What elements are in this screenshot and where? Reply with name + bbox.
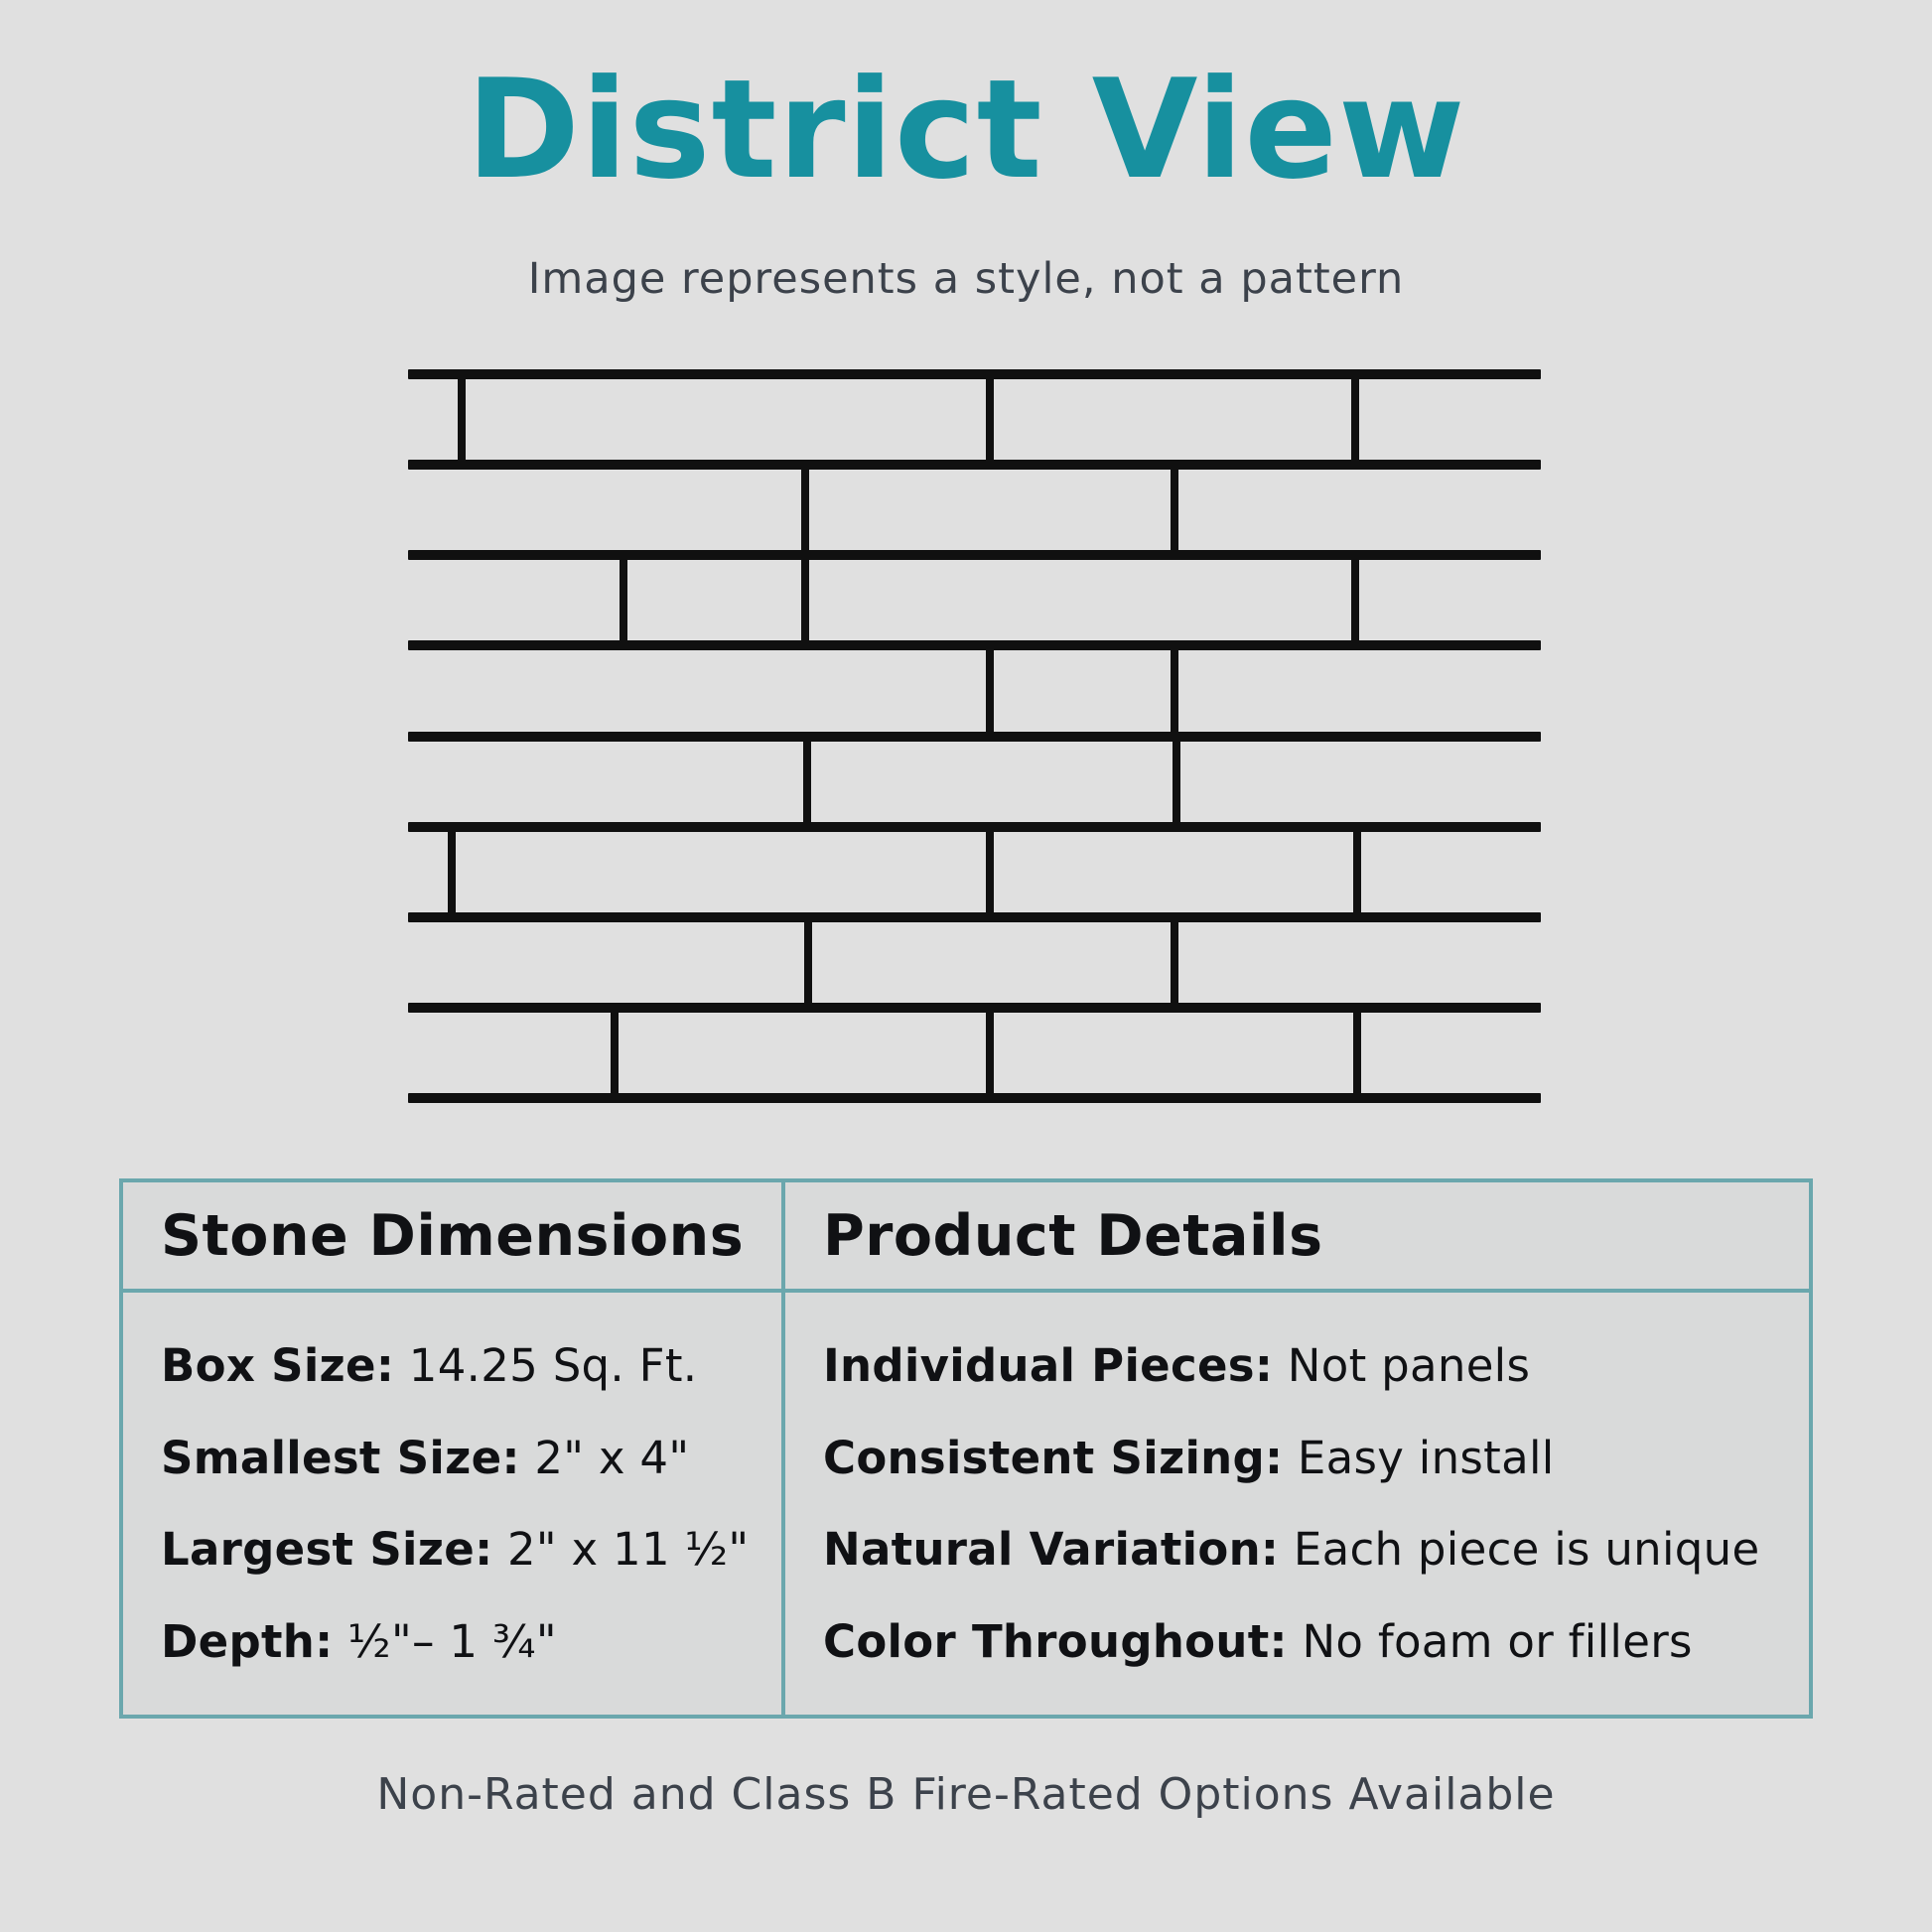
brick-joint-divider (1171, 465, 1178, 555)
brick-joint-divider (986, 374, 994, 465)
page-title: District View (466, 50, 1466, 209)
brick-horizontal-line (408, 369, 1541, 379)
spec-row (823, 1432, 1799, 1484)
brick-joint-divider (1171, 917, 1178, 1008)
brick-joint-divider (1351, 555, 1359, 645)
brick-joint-divider (801, 465, 809, 555)
brick-pattern-diagram (408, 374, 1541, 1098)
brick-joint-divider (986, 1008, 994, 1098)
spec-label: Individual Pieces: (823, 1339, 1274, 1393)
footer-note: Non-Rated and Class B Fire-Rated Options Available (376, 1769, 1556, 1820)
spec-label: Natural Variation: (823, 1523, 1280, 1577)
spec-row (823, 1615, 1799, 1668)
spec-value: 2" x 4" (534, 1431, 690, 1484)
spec-value: Each piece is unique (1293, 1523, 1760, 1577)
spec-value: ½"– 1 ¾" (347, 1614, 557, 1668)
spec-label: Color Throughout: (823, 1614, 1288, 1668)
brick-horizontal-line (408, 732, 1541, 742)
spec-label: Smallest Size: (161, 1431, 520, 1484)
spec-row (161, 1339, 771, 1392)
brick-joint-divider (448, 827, 456, 917)
brick-horizontal-line (408, 460, 1541, 470)
spec-value: 14.25 Sq. Ft. (408, 1339, 698, 1393)
brick-joint-divider (1353, 827, 1361, 917)
spec-value: 2" x 11 ½" (506, 1523, 750, 1577)
product-details-body (785, 1293, 1809, 1715)
spec-label: Largest Size: (161, 1523, 493, 1577)
brick-horizontal-line (408, 912, 1541, 922)
spec-value: Not panels (1287, 1339, 1531, 1393)
brick-horizontal-line (408, 1003, 1541, 1013)
spec-table (119, 1178, 1813, 1719)
page-subtitle: Image represents a style, not a pattern (527, 254, 1405, 304)
brick-joint-divider (804, 917, 812, 1008)
spec-row (823, 1339, 1799, 1392)
spec-value: No foam or fillers (1302, 1614, 1693, 1668)
spec-row (823, 1523, 1799, 1576)
brick-joint-divider (1353, 1008, 1361, 1098)
brick-joint-divider (803, 737, 811, 827)
spec-row (161, 1615, 771, 1668)
brick-joint-divider (611, 1008, 619, 1098)
brick-horizontal-line (408, 822, 1541, 832)
brick-joint-divider (801, 555, 809, 645)
brick-joint-divider (1171, 645, 1178, 736)
brick-horizontal-line (408, 1093, 1541, 1103)
spec-label: Box Size: (161, 1339, 395, 1393)
brick-joint-divider (1351, 374, 1359, 465)
spec-row (161, 1432, 771, 1484)
spec-row (161, 1523, 771, 1576)
brick-horizontal-line (408, 640, 1541, 650)
brick-joint-divider (620, 555, 627, 645)
brick-joint-divider (986, 645, 994, 736)
brick-joint-divider (458, 374, 466, 465)
brick-horizontal-line (408, 550, 1541, 560)
stone-dimensions-body (123, 1293, 785, 1715)
header-product-details: Product Details (785, 1182, 1809, 1293)
header-stone-dimensions: Stone Dimensions (123, 1182, 785, 1293)
spec-label: Consistent Sizing: (823, 1431, 1284, 1484)
brick-joint-divider (1173, 737, 1180, 827)
brick-joint-divider (986, 827, 994, 917)
spec-value: Easy install (1297, 1431, 1555, 1484)
spec-label: Depth: (161, 1614, 334, 1668)
